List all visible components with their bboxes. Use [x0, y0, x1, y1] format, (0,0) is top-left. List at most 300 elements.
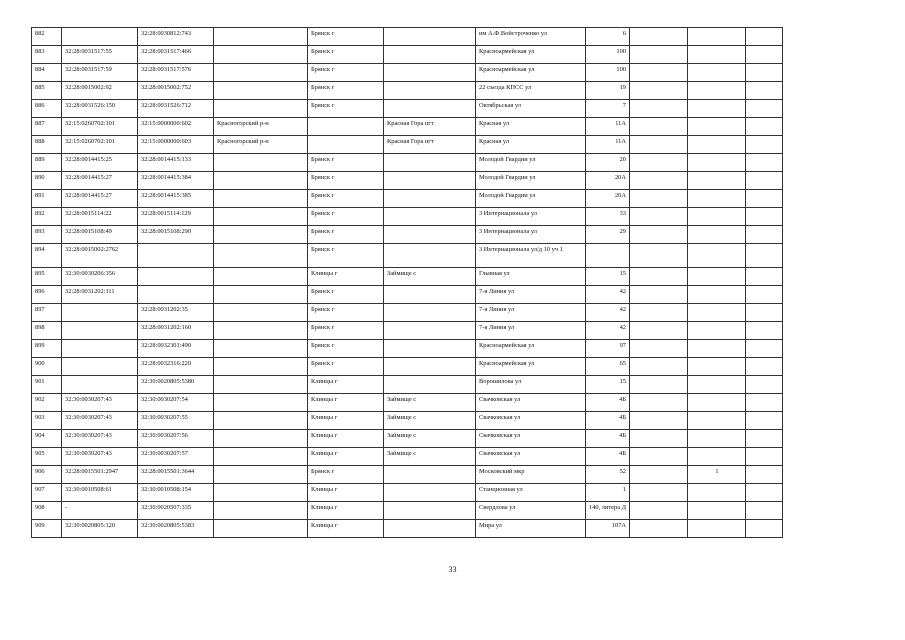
building-cadastral-cell [138, 268, 214, 286]
extra-cell-3 [746, 136, 783, 154]
street-cell: Станционная ул [476, 484, 586, 502]
street-cell: Молодой Гвардии ул [476, 172, 586, 190]
extra-cell-3 [746, 28, 783, 46]
extra-cell-3 [746, 358, 783, 376]
district-cell [214, 190, 308, 208]
city-cell: Брянск г [308, 358, 384, 376]
extra-cell-1 [630, 304, 688, 322]
extra-cell-3 [746, 304, 783, 322]
extra-cell-1 [630, 172, 688, 190]
table-row [32, 304, 783, 322]
extra-cell-3 [746, 322, 783, 340]
cadastral-number-cell: 32:30:0030207:43 [62, 448, 138, 466]
city-cell: Клинцы г [308, 502, 384, 520]
city-cell: Брянск г [308, 322, 384, 340]
district-cell [214, 82, 308, 100]
extra-cell-2 [688, 322, 746, 340]
street-cell: Октябрьская ул [476, 100, 586, 118]
cadastral-number-cell: 32:28:0015114:22 [62, 208, 138, 226]
extra-cell-3 [746, 82, 783, 100]
building-cadastral-cell: 32:28:0031202:35 [138, 304, 214, 322]
city-cell: Брянск г [308, 100, 384, 118]
street-cell: Красная ул [476, 118, 586, 136]
building-cadastral-cell: 32:15:0000000:603 [138, 136, 214, 154]
district-cell [214, 358, 308, 376]
extra-cell-1 [630, 118, 688, 136]
table-row [32, 154, 783, 172]
table-row [32, 64, 783, 82]
district-cell [214, 244, 308, 268]
city-cell: Клинцы г [308, 268, 384, 286]
cadastral-number-cell: 32:30:0030207:43 [62, 430, 138, 448]
street-cell: Красноармейская ул [476, 358, 586, 376]
district-cell [214, 172, 308, 190]
house-number-cell: 19 [586, 82, 630, 100]
city-cell: Клинцы г [308, 484, 384, 502]
building-cadastral-cell: 32:28:0031517:466 [138, 46, 214, 64]
settlement-cell: Займище с [384, 448, 476, 466]
table-row [32, 208, 783, 226]
extra-cell-2 [688, 100, 746, 118]
table-row [32, 376, 783, 394]
building-cadastral-cell: 32:30:0030207:54 [138, 394, 214, 412]
house-number-cell: 100 [586, 64, 630, 82]
row-number-cell: 888 [32, 136, 62, 154]
settlement-cell: Красная Гора пгт [384, 136, 476, 154]
row-number-cell: 902 [32, 394, 62, 412]
extra-cell-3 [746, 190, 783, 208]
house-number-cell: 100 [586, 46, 630, 64]
settlement-cell [384, 286, 476, 304]
city-cell: Брянск г [308, 46, 384, 64]
street-cell: 3 Интернационала ул [476, 208, 586, 226]
house-number-cell: 65 [586, 358, 630, 376]
building-cadastral-cell: 32:15:0000000:602 [138, 118, 214, 136]
street-cell: 7-я Линия ул [476, 322, 586, 340]
district-cell [214, 466, 308, 484]
house-number-cell: 52 [586, 466, 630, 484]
building-cadastral-cell: 32:28:0015114:129 [138, 208, 214, 226]
extra-cell-2 [688, 286, 746, 304]
row-number-cell: 883 [32, 46, 62, 64]
row-number-cell: 899 [32, 340, 62, 358]
table-row [32, 394, 783, 412]
row-number-cell: 906 [32, 466, 62, 484]
street-cell: Красноармейская ул [476, 64, 586, 82]
house-number-cell: 4Б [586, 430, 630, 448]
city-cell: Клинцы г [308, 520, 384, 538]
settlement-cell [384, 484, 476, 502]
settlement-cell [384, 466, 476, 484]
table-row [32, 172, 783, 190]
table-row [32, 502, 783, 520]
row-number-cell: 904 [32, 430, 62, 448]
building-cadastral-cell: 32:28:0015501:3644 [138, 466, 214, 484]
extra-cell-2 [688, 394, 746, 412]
extra-cell-3 [746, 340, 783, 358]
cadastral-number-cell: 32:15:0260702:101 [62, 136, 138, 154]
row-number-cell: 903 [32, 412, 62, 430]
extra-cell-2 [688, 190, 746, 208]
extra-cell-1 [630, 394, 688, 412]
extra-cell-1 [630, 82, 688, 100]
table-row [32, 136, 783, 154]
extra-cell-2: 1 [688, 466, 746, 484]
row-number-cell: 891 [32, 190, 62, 208]
extra-cell-2 [688, 136, 746, 154]
house-number-cell: 15 [586, 268, 630, 286]
row-number-cell: 885 [32, 82, 62, 100]
extra-cell-3 [746, 226, 783, 244]
row-number-cell: 898 [32, 322, 62, 340]
building-cadastral-cell: 32:28:0014415:133 [138, 154, 214, 172]
extra-cell-1 [630, 154, 688, 172]
cadastral-number-cell: 32:28:0031517:55 [62, 46, 138, 64]
building-cadastral-cell: 32:28:0032316:220 [138, 358, 214, 376]
extra-cell-1 [630, 448, 688, 466]
settlement-cell: Займище с [384, 394, 476, 412]
house-number-cell: 20А [586, 172, 630, 190]
table-row [32, 100, 783, 118]
cadastral-number-cell: 32:30:0030207:43 [62, 412, 138, 430]
district-cell [214, 340, 308, 358]
house-number-cell: 4Б [586, 394, 630, 412]
street-cell: 7-я Линия ул [476, 286, 586, 304]
building-cadastral-cell: 32:30:0020805:5383 [138, 520, 214, 538]
city-cell: Брянск г [308, 208, 384, 226]
building-cadastral-cell: 32:28:0032301:490 [138, 340, 214, 358]
district-cell [214, 322, 308, 340]
extra-cell-2 [688, 484, 746, 502]
cadastral-number-cell [62, 304, 138, 322]
settlement-cell [384, 226, 476, 244]
extra-cell-3 [746, 268, 783, 286]
extra-cell-2 [688, 82, 746, 100]
street-cell: Свердлова ул [476, 502, 586, 520]
district-cell [214, 28, 308, 46]
house-number-cell: 6 [586, 28, 630, 46]
table-row [32, 244, 783, 268]
house-number-cell: 33 [586, 208, 630, 226]
extra-cell-3 [746, 172, 783, 190]
house-number-cell: 97 [586, 340, 630, 358]
building-cadastral-cell: 32:30:0020507:335 [138, 502, 214, 520]
cadastral-number-cell [62, 322, 138, 340]
district-cell [214, 268, 308, 286]
building-cadastral-cell: 32:28:0031202:160 [138, 322, 214, 340]
house-number-cell: 11А [586, 136, 630, 154]
row-number-cell: 901 [32, 376, 62, 394]
extra-cell-3 [746, 394, 783, 412]
city-cell: Брянск г [308, 64, 384, 82]
building-cadastral-cell: 32:30:0030207:57 [138, 448, 214, 466]
district-cell [214, 64, 308, 82]
cadastral-number-cell [62, 340, 138, 358]
row-number-cell: 900 [32, 358, 62, 376]
district-cell [214, 286, 308, 304]
house-number-cell: 1 [586, 484, 630, 502]
extra-cell-3 [746, 502, 783, 520]
cadastral-number-cell: 32:28:0014415:25 [62, 154, 138, 172]
extra-cell-2 [688, 46, 746, 64]
table-row [32, 28, 783, 46]
row-number-cell: 905 [32, 448, 62, 466]
table-row [32, 82, 783, 100]
district-cell [214, 484, 308, 502]
settlement-cell [384, 358, 476, 376]
house-number-cell: 20А [586, 190, 630, 208]
settlement-cell [384, 28, 476, 46]
extra-cell-1 [630, 430, 688, 448]
building-cadastral-cell: 32:28:0014415:385 [138, 190, 214, 208]
street-cell: Свачковская ул [476, 430, 586, 448]
cadastral-number-cell: 32:28:0014415:27 [62, 190, 138, 208]
extra-cell-3 [746, 286, 783, 304]
city-cell: Клинцы г [308, 448, 384, 466]
building-cadastral-cell: 32:30:0030207:55 [138, 412, 214, 430]
house-number-cell: 29 [586, 226, 630, 244]
city-cell: Брянск г [308, 304, 384, 322]
district-cell [214, 226, 308, 244]
street-cell: Молодой Гвардии ул [476, 190, 586, 208]
row-number-cell: 896 [32, 286, 62, 304]
house-number-cell: 4Б [586, 448, 630, 466]
settlement-cell: Красная Гора пгт [384, 118, 476, 136]
city-cell [308, 118, 384, 136]
city-cell: Брянск г [308, 226, 384, 244]
extra-cell-2 [688, 340, 746, 358]
extra-cell-2 [688, 64, 746, 82]
table-row [32, 430, 783, 448]
extra-cell-1 [630, 412, 688, 430]
extra-cell-2 [688, 304, 746, 322]
row-number-cell: 889 [32, 154, 62, 172]
extra-cell-1 [630, 208, 688, 226]
extra-cell-1 [630, 322, 688, 340]
building-cadastral-cell [138, 244, 214, 268]
street-cell: Мира ул [476, 520, 586, 538]
settlement-cell [384, 154, 476, 172]
city-cell: Клинцы г [308, 376, 384, 394]
settlement-cell [384, 304, 476, 322]
building-cadastral-cell: 32:28:0015108:290 [138, 226, 214, 244]
city-cell: Брянск г [308, 82, 384, 100]
row-number-cell: 882 [32, 28, 62, 46]
district-cell [214, 394, 308, 412]
extra-cell-3 [746, 46, 783, 64]
house-number-cell [586, 244, 630, 268]
property-registry-table [31, 27, 783, 538]
settlement-cell [384, 46, 476, 64]
house-number-cell: 42 [586, 286, 630, 304]
extra-cell-2 [688, 28, 746, 46]
settlement-cell [384, 502, 476, 520]
row-number-cell: 886 [32, 100, 62, 118]
house-number-cell: 15 [586, 376, 630, 394]
cadastral-number-cell: 32:28:0031526:150 [62, 100, 138, 118]
cadastral-number-cell: 32:30:0020805:120 [62, 520, 138, 538]
table-row [32, 412, 783, 430]
row-number-cell: 887 [32, 118, 62, 136]
extra-cell-2 [688, 118, 746, 136]
table-row [32, 226, 783, 244]
extra-cell-1 [630, 376, 688, 394]
extra-cell-2 [688, 520, 746, 538]
building-cadastral-cell: 32:28:0014415:384 [138, 172, 214, 190]
street-cell: Молодой Гвардии ул [476, 154, 586, 172]
street-cell: Красноармейская ул [476, 46, 586, 64]
house-number-cell: 140, литера Д [586, 502, 630, 520]
settlement-cell [384, 322, 476, 340]
extra-cell-2 [688, 376, 746, 394]
settlement-cell [384, 82, 476, 100]
settlement-cell [384, 376, 476, 394]
street-cell: Красноармейская ул [476, 340, 586, 358]
city-cell: Брянск г [308, 340, 384, 358]
extra-cell-3 [746, 376, 783, 394]
settlement-cell [384, 190, 476, 208]
extra-cell-3 [746, 466, 783, 484]
extra-cell-1 [630, 190, 688, 208]
district-cell [214, 100, 308, 118]
row-number-cell: 908 [32, 502, 62, 520]
city-cell: Брянск г [308, 244, 384, 268]
city-cell: Брянск г [308, 172, 384, 190]
house-number-cell: 42 [586, 304, 630, 322]
extra-cell-1 [630, 286, 688, 304]
settlement-cell [384, 340, 476, 358]
table-row [32, 358, 783, 376]
building-cadastral-cell: 32:28:0030812:743 [138, 28, 214, 46]
extra-cell-1 [630, 502, 688, 520]
table-row [32, 268, 783, 286]
extra-cell-3 [746, 520, 783, 538]
house-number-cell: 4Б [586, 412, 630, 430]
city-cell: Клинцы г [308, 394, 384, 412]
cadastral-number-cell: 32:30:0030207:43 [62, 394, 138, 412]
row-number-cell: 897 [32, 304, 62, 322]
extra-cell-3 [746, 484, 783, 502]
extra-cell-1 [630, 268, 688, 286]
street-cell: Московский мкр [476, 466, 586, 484]
row-number-cell: 895 [32, 268, 62, 286]
city-cell: Клинцы г [308, 412, 384, 430]
extra-cell-1 [630, 28, 688, 46]
extra-cell-1 [630, 358, 688, 376]
extra-cell-1 [630, 46, 688, 64]
row-number-cell: 909 [32, 520, 62, 538]
table-row [32, 46, 783, 64]
settlement-cell [384, 208, 476, 226]
extra-cell-2 [688, 154, 746, 172]
city-cell: Брянск г [308, 154, 384, 172]
street-cell: им А.Ф.Войстроченко ул [476, 28, 586, 46]
extra-cell-2 [688, 430, 746, 448]
street-cell: Глывная ул [476, 268, 586, 286]
cadastral-number-cell: 32:30:0010508:61 [62, 484, 138, 502]
settlement-cell: Займище с [384, 412, 476, 430]
cadastral-number-cell: 32:28:0014415:27 [62, 172, 138, 190]
extra-cell-1 [630, 520, 688, 538]
cadastral-number-cell: 32:28:0015002:92 [62, 82, 138, 100]
extra-cell-1 [630, 466, 688, 484]
house-number-cell: 7 [586, 100, 630, 118]
building-cadastral-cell: 32:28:0031517:576 [138, 64, 214, 82]
table-row [32, 118, 783, 136]
extra-cell-1 [630, 136, 688, 154]
extra-cell-2 [688, 226, 746, 244]
extra-cell-3 [746, 208, 783, 226]
street-cell: 3 Интернационала ул [476, 226, 586, 244]
street-cell: Свачковская ул [476, 394, 586, 412]
city-cell: Брянск г [308, 190, 384, 208]
cadastral-number-cell: 32:28:0015501:2947 [62, 466, 138, 484]
settlement-cell [384, 64, 476, 82]
extra-cell-2 [688, 448, 746, 466]
extra-cell-2 [688, 172, 746, 190]
table-row [32, 286, 783, 304]
district-cell [214, 376, 308, 394]
settlement-cell [384, 520, 476, 538]
extra-cell-1 [630, 226, 688, 244]
street-cell: Ворошилова ул [476, 376, 586, 394]
cadastral-number-cell: 32:28:0031517:59 [62, 64, 138, 82]
extra-cell-1 [630, 244, 688, 268]
extra-cell-2 [688, 358, 746, 376]
cadastral-number-cell: - [62, 502, 138, 520]
building-cadastral-cell: 32:30:0030207:56 [138, 430, 214, 448]
table-row [32, 322, 783, 340]
house-number-cell: 107А [586, 520, 630, 538]
house-number-cell: 42 [586, 322, 630, 340]
building-cadastral-cell: 32:28:0031526:712 [138, 100, 214, 118]
extra-cell-2 [688, 502, 746, 520]
extra-cell-1 [630, 100, 688, 118]
street-cell: Свачковская ул [476, 412, 586, 430]
district-cell [214, 502, 308, 520]
extra-cell-2 [688, 208, 746, 226]
table-row [32, 190, 783, 208]
registry-table-body [32, 28, 783, 538]
table-row [32, 484, 783, 502]
building-cadastral-cell [138, 286, 214, 304]
city-cell: Клинцы г [308, 430, 384, 448]
settlement-cell: Займище с [384, 268, 476, 286]
building-cadastral-cell: 32:30:0020805:5380 [138, 376, 214, 394]
extra-cell-2 [688, 244, 746, 268]
district-cell [214, 430, 308, 448]
street-cell: 3 Интернационала ул/д 10 уч 1 [476, 244, 586, 268]
city-cell: Брянск г [308, 466, 384, 484]
street-cell: 22 съезда КПСС ул [476, 82, 586, 100]
cadastral-number-cell: 32:15:0260702:101 [62, 118, 138, 136]
district-cell [214, 448, 308, 466]
table-row [32, 448, 783, 466]
extra-cell-3 [746, 412, 783, 430]
settlement-cell: Займище с [384, 430, 476, 448]
extra-cell-3 [746, 244, 783, 268]
street-cell: 7-я Линия ул [476, 304, 586, 322]
cadastral-number-cell: 32:28:0015002:2762 [62, 244, 138, 268]
row-number-cell: 907 [32, 484, 62, 502]
extra-cell-1 [630, 340, 688, 358]
city-cell: Брянск г [308, 28, 384, 46]
cadastral-number-cell: 32:28:0031202:111 [62, 286, 138, 304]
settlement-cell [384, 244, 476, 268]
district-cell [214, 154, 308, 172]
district-cell: Красногорский р-н [214, 118, 308, 136]
house-number-cell: 11А [586, 118, 630, 136]
